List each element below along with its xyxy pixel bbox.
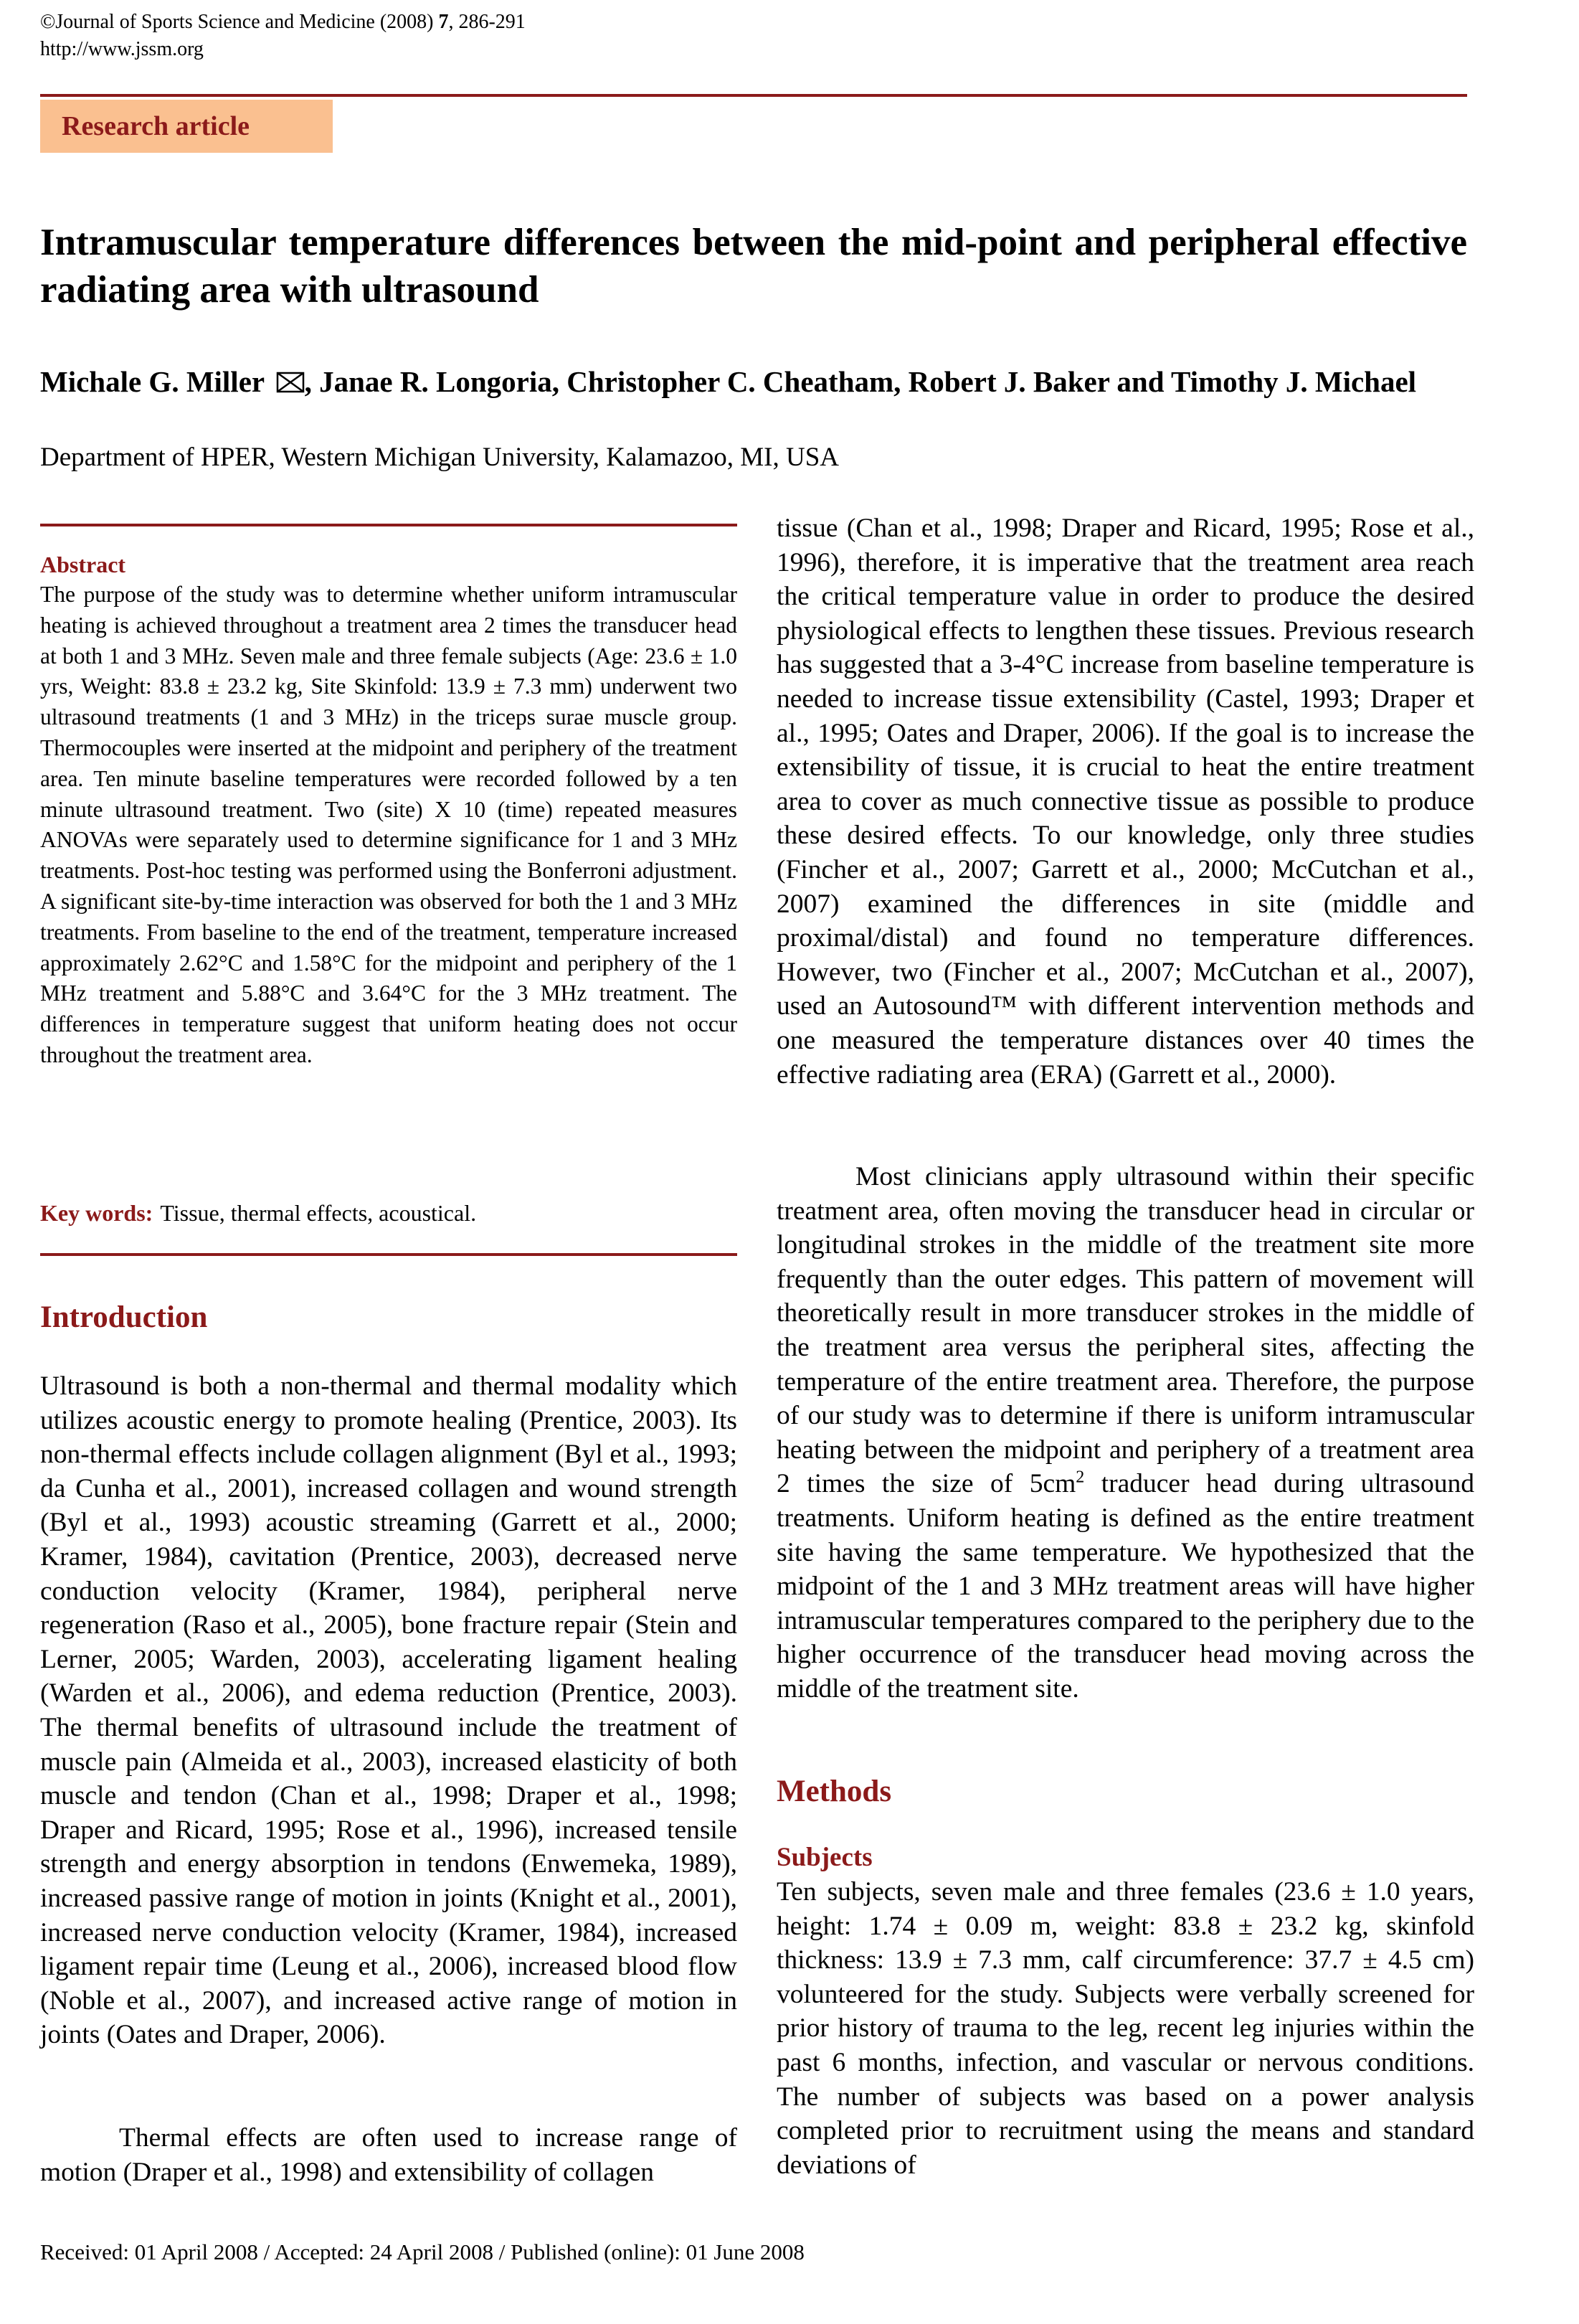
methods-heading: Methods [777,1775,892,1808]
journal-citation: ©Journal of Sports Science and Medicine (2008) 7, 286-291 [40,11,526,33]
other-authors: , Janae R. Longoria, Christopher C. Cheatham, Robert J. Baker and Timothy J. Michael [304,365,1417,398]
envelope-icon[interactable] [276,372,305,393]
subjects-heading: Subjects [777,1843,873,1872]
author-list [40,363,1467,400]
abstract-text: The purpose of the study was to determine whether uniform intramuscular heating is achieved throughout a treatment area 2 times the transducer head at both 1 and 3 MHz. Seven male and three female subjects (Age: 23.6 ± 1.0 yrs, Weight: 83.8 ± 23.2 kg, Site Skinfold: 13.9 ± 7.3 mm) underwent two ultrasound treatments (1 and 3 MHz) in the triceps surae muscle group. Thermocouples were inserted at the midpoint and periphery of the treatment area. Ten minute baseline temperatures were recorded followed by a ten minute ultrasound treatment. Two (site) X 10 (time) repeated measures ANOVAs were separately used to determine significance for 1 and 3 MHz treatments. Post-hoc testing was performed using the Bonferroni adjustment. A significant site-by-time interaction was observed for both the 1 and 3 MHz treatments. From baseline to the end of the treatment, temperature increased approximately 2.62°C and 1.58°C for the midpoint and periphery of the 1 MHz treatment and 5.88°C and 3.64°C for the 3 MHz treatment. The differences in temperature suggest that uniform heating does not occur throughout the treatment area. [40,582,737,1067]
abstract-heading: Abstract [40,552,126,577]
journal-header [40,9,526,63]
first-author: Michale G. Miller [40,365,265,398]
abstract-bottom-rule [40,1253,737,1256]
keywords [40,1198,737,1228]
keywords-text: Tissue, thermal effects, acoustical. [160,1200,477,1226]
abstract-top-rule [40,524,737,526]
introduction-paragraph-2-continued: tissue (Chan et al., 1998; Draper and Ricard, 1995; Rose et al., 1996), therefore, it is imperative that the treatment area reach the critical temperature value in order to produce the desired physiological effects to lengthen these tissues. Previous research has suggested that a 3-4°C increase from baseline temperature is needed to increase tissue extensibility (Castel, 1993; Draper et al., 1995; Oates and Draper, 2006). If the goal is to increase the extensibility of tissue, it is crucial to heat the entire treatment area to cover as much connective tissue as possible to produce these desired effects. To our knowledge, only three studies (Fincher et al., 2007; Garrett et al., 2000; McCutchan et al., 2007) examined the differences in site (middle and proximal/distal) and found no temperature differences. However, two (Fincher et al., 2007; McCutchan et al., 2007), used an Autosound™ with different intervention methods and one measured the temperature distances over 40 times the effective radiating area (ERA) (Garrett et al., 2000). [777,514,1474,1090]
introduction-paragraph-1: Ultrasound is both a non-thermal and thermal modality which utilizes acoustic energy to promote healing (Prentice, 2003). Its non-thermal effects include collagen alignment (Byl et al., 1993; da Cunha et al., 2001), increased collagen and wound strength (Byl et al., 1993) acoustic streaming (Garrett et al., 2000; Kramer, 1984), cavitation (Prentice, 2003), decreased nerve conduction velocity (Kramer, 1984), peripheral nerve regeneration (Raso et al., 2005), bone fracture repair (Stein and Lerner, 2005; Warden, 2003), accelerating ligament healing (Warden et al., 2006), and edema reduction (Prentice, 2003). The thermal benefits of ultrasound include the treatment of muscle pain (Almeida et al., 2003), increased elasticity of both muscle and tendon (Chan et al., 1998; Draper et al., 1998; Draper and Ricard, 1995; Rose et al., 1996), increased tensile strength and energy absorption in tendons (Enwemeka, 1989), increased passive range of motion in joints (Knight et al., 2001), increased nerve conduction velocity (Kramer, 1984), increased ligament repair time (Leung et al., 2006), increased blood flow (Noble et al., 2007), and increased active range of motion in joints (Oates and Draper, 2006). [40,1371,737,2050]
superscript-2: 2 [1076,1468,1085,1487]
introduction-heading: Introduction [40,1300,208,1334]
keywords-label: Key words: [40,1200,153,1226]
affiliation: Department of HPER, Western Michigan University, Kalamazoo, MI, USA [40,443,839,472]
publication-dates: Received: 01 April 2008 / Accepted: 24 April 2008 / Published (online): 01 June 2008 [40,2239,805,2264]
introduction-paragraph-2: Thermal effects are often used to increase range of motion (Draper et al., 1998) and extensibility of collagen [40,2123,737,2187]
journal-url[interactable]: http://www.jssm.org [40,38,204,60]
journal-volume: 7 [438,11,449,33]
abstract-section [40,549,737,1071]
header-rule [40,94,1467,97]
article-type-badge: Research article [40,100,333,153]
subjects-paragraph: Ten subjects, seven male and three females (23.6 ± 1.0 years, height: 1.74 ± 0.09 m, weight: 83.8 ± 23.2 kg, skinfold thickness: 13.9 ± 7.3 mm, calf circumference: 37.7 ± 4.5 cm) volunteered for the study. Subjects were verbally screened for prior history of trauma to the leg, recent leg injuries within the past 6 months, infection, and vascular or nervous conditions. The number of subjects was based on a power analysis completed prior to recruitment using the means and standard deviations of [777,1877,1474,2180]
introduction-paragraph-3: Most clinicians apply ultrasound within their specific treatment area, often moving the transducer head in circular or longitudinal strokes in the middle of the treatment site more frequently than the outer edges. This pattern of movement will theoretically result in more transducer strokes in the middle of the treatment area versus the peripheral sites, affecting the temperature of the entire treatment area. Therefore, the purpose of our study was to determine if there is uniform intramuscular heating between the midpoint and periphery of a treatment area 2 times the size of $5cm^2$ traducer head during ultrasound treatments. Uniform heating is defined as the entire treatment site having the same temperature. We hypothesized that the midpoint of the 1 and 3 MHz treatment areas will have higher intramuscular temperatures compared to the periphery due to the higher occurrence of the transducer head moving across the middle of the treatment site. [777,1162,1474,1704]
article-title: Intramuscular temperature differences between the mid-point and peripheral effective radiating area with ultrasound [40,222,1467,311]
